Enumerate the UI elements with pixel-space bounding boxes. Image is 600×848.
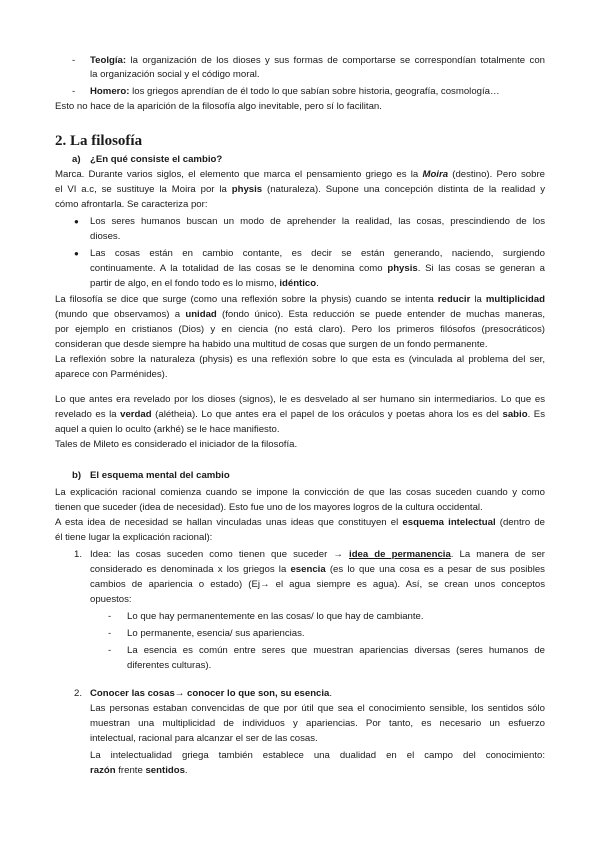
numbered-line: cambios de apariencia o estado) (Ej→ el agua siempre es agua). Así, se crean unos conceptos (90, 579, 545, 590)
bullet-line: partir de algo, en el fondo todo es lo mismo, idéntico. (90, 278, 319, 289)
sublist-dash: - (108, 628, 112, 639)
paragraph-line: él tiene lugar la explicación racional): (55, 532, 213, 543)
bullet-icon: ● (74, 217, 79, 226)
numbered-line: razón frente sentidos. (90, 765, 188, 776)
numbered-line: muestran una multiplicidad de individuos y apariencias. Por tanto, es necesario un esfuerzo (90, 718, 545, 729)
sublist-dash: - (108, 645, 112, 656)
paragraph-line: La filosofía se dice que surge (como una reflexión sobre la physis) cuando se intenta reducir la multiplicidad (55, 294, 545, 305)
paragraph-line: A esta idea de necesidad se hallan vinculadas unas ideas que constituyen el esquema intelectual (dentro de (55, 517, 545, 528)
paragraph-line: consideran que desde siempre ha habido una multitud de cosas que surgen de un fondo permanente. (55, 339, 488, 350)
numbered-line: Las personas estaban convencidas de que por útil que sea el conocimiento sensible, los sentidos sólo (90, 703, 545, 714)
numbered-line: Idea: las cosas suceden como tienen que suceder → idea de permanencia. La manera de ser (90, 549, 545, 560)
numbered-line: considerado es denominada x los griegos la esencia (es lo que una cosa es a pesar de sus posibles (90, 564, 545, 575)
bullet-icon: ● (74, 249, 79, 258)
paragraph-line: (mundo que observamos) a unidad (fondo único). Esta reducción se puede entender de muchas maneras, (55, 309, 546, 320)
numbered-line: intelectual, racional para alcanzar el ser de las cosas. (90, 733, 318, 744)
subheading-marker: a) (72, 154, 81, 165)
bullet-line: dioses. (90, 231, 121, 242)
list-dash: - (72, 86, 76, 97)
numbered-line: La intelectualidad griega también establece una dualidad en el campo del conocimiento: (90, 750, 545, 761)
paragraph-line: aparece con Parménides). (55, 369, 168, 380)
numbered-title: Conocer las cosas→ conocer lo que son, su esencia. (90, 688, 333, 699)
paragraph-line: aquel a quien lo oculto (arkhé) se le hace manifiesto. (55, 424, 280, 435)
paragraph-line: Tales de Mileto es considerado el iniciador de la filosofía. (55, 439, 298, 450)
bullet-line: continuamente. A la totalidad de las cosas se le denomina como physis. Si las cosas se generan a (90, 263, 545, 274)
paragraph-line: tienen que suceder (idea de necesidad). Esto fue uno de los mayores logros de la cultura occidental. (55, 502, 483, 513)
list-item-teologia: Teolgía: la organización de los dioses y sus formas de comportarse se correspondían totalmente con (90, 55, 545, 66)
sublist-item: Lo que hay permanentemente en las cosas/ lo que hay de cambiante. (127, 611, 424, 622)
subheading-esquema: El esquema mental del cambio (90, 470, 230, 481)
intro-conclusion: Esto no hace de la aparición de la filosofía algo inevitable, pero sí lo facilitan. (55, 101, 382, 112)
paragraph-line: Lo que antes era revelado por los dioses (signos), le es desvelado al ser humano sin intermediarios. Lo que es (55, 394, 545, 405)
paragraph-line: Marca. Durante varios siglos, el elemento que marca el pensamiento griego es la Moira (destino). Pero sobre (55, 169, 545, 180)
sublist-item: diferentes culturas). (127, 660, 212, 671)
bullet-line: Las cosas están en cambio contante, es decir se están generando, naciendo, surgiendo (90, 248, 545, 259)
paragraph-line: revelado es la verdad (alétheia). Lo que antes era el papel de los oráculos y poetas ahora los es del sabio. Es (55, 409, 545, 420)
subheading-cambio: ¿En qué consiste el cambio? (90, 154, 223, 165)
paragraph-line: La explicación racional comienza cuando se impone la convicción de que las cosas suceden cuando y como (55, 487, 545, 498)
list-item-homero: Homero: los griegos aprendían de él todo lo que sabían sobre historia, geografía, cosmología… (90, 86, 500, 97)
sublist-item: La esencia es común entre seres que muestran apariencias diversas (seres humanos de (127, 645, 545, 656)
list-dash: - (72, 55, 76, 66)
subheading-marker: b) (72, 470, 82, 481)
numbered-marker: 1. (74, 549, 83, 560)
paragraph-line: cómo afrontarla. Se caracteriza por: (55, 199, 208, 210)
numbered-marker: 2. (74, 688, 83, 699)
paragraph-line: La reflexión sobre la naturaleza (physis) es una reflexión sobre lo que esta es (vinculada al problema del ser, (55, 354, 545, 365)
numbered-line: opuestos: (90, 594, 132, 605)
list-item-teologia-cont: la organización social y el código moral. (90, 69, 260, 80)
section-title: 2. La filosofía (55, 133, 143, 149)
paragraph-line: por ejemplo en cristianos (Dios) y en ciencia (no está claro). Pero los primeros filósofos (presocráticos) (55, 324, 545, 335)
sublist-dash: - (108, 611, 112, 622)
sublist-item: Lo permanente, esencia/ sus apariencias. (127, 628, 305, 639)
paragraph-line: el VI a.c, se sustituye la Moira por la physis (naturaleza). Supone una concepción distinta de la realidad y (55, 184, 546, 195)
bullet-line: Los seres humanos buscan un modo de aprehender la realidad, las cosas, prescindiendo de los (90, 216, 545, 227)
